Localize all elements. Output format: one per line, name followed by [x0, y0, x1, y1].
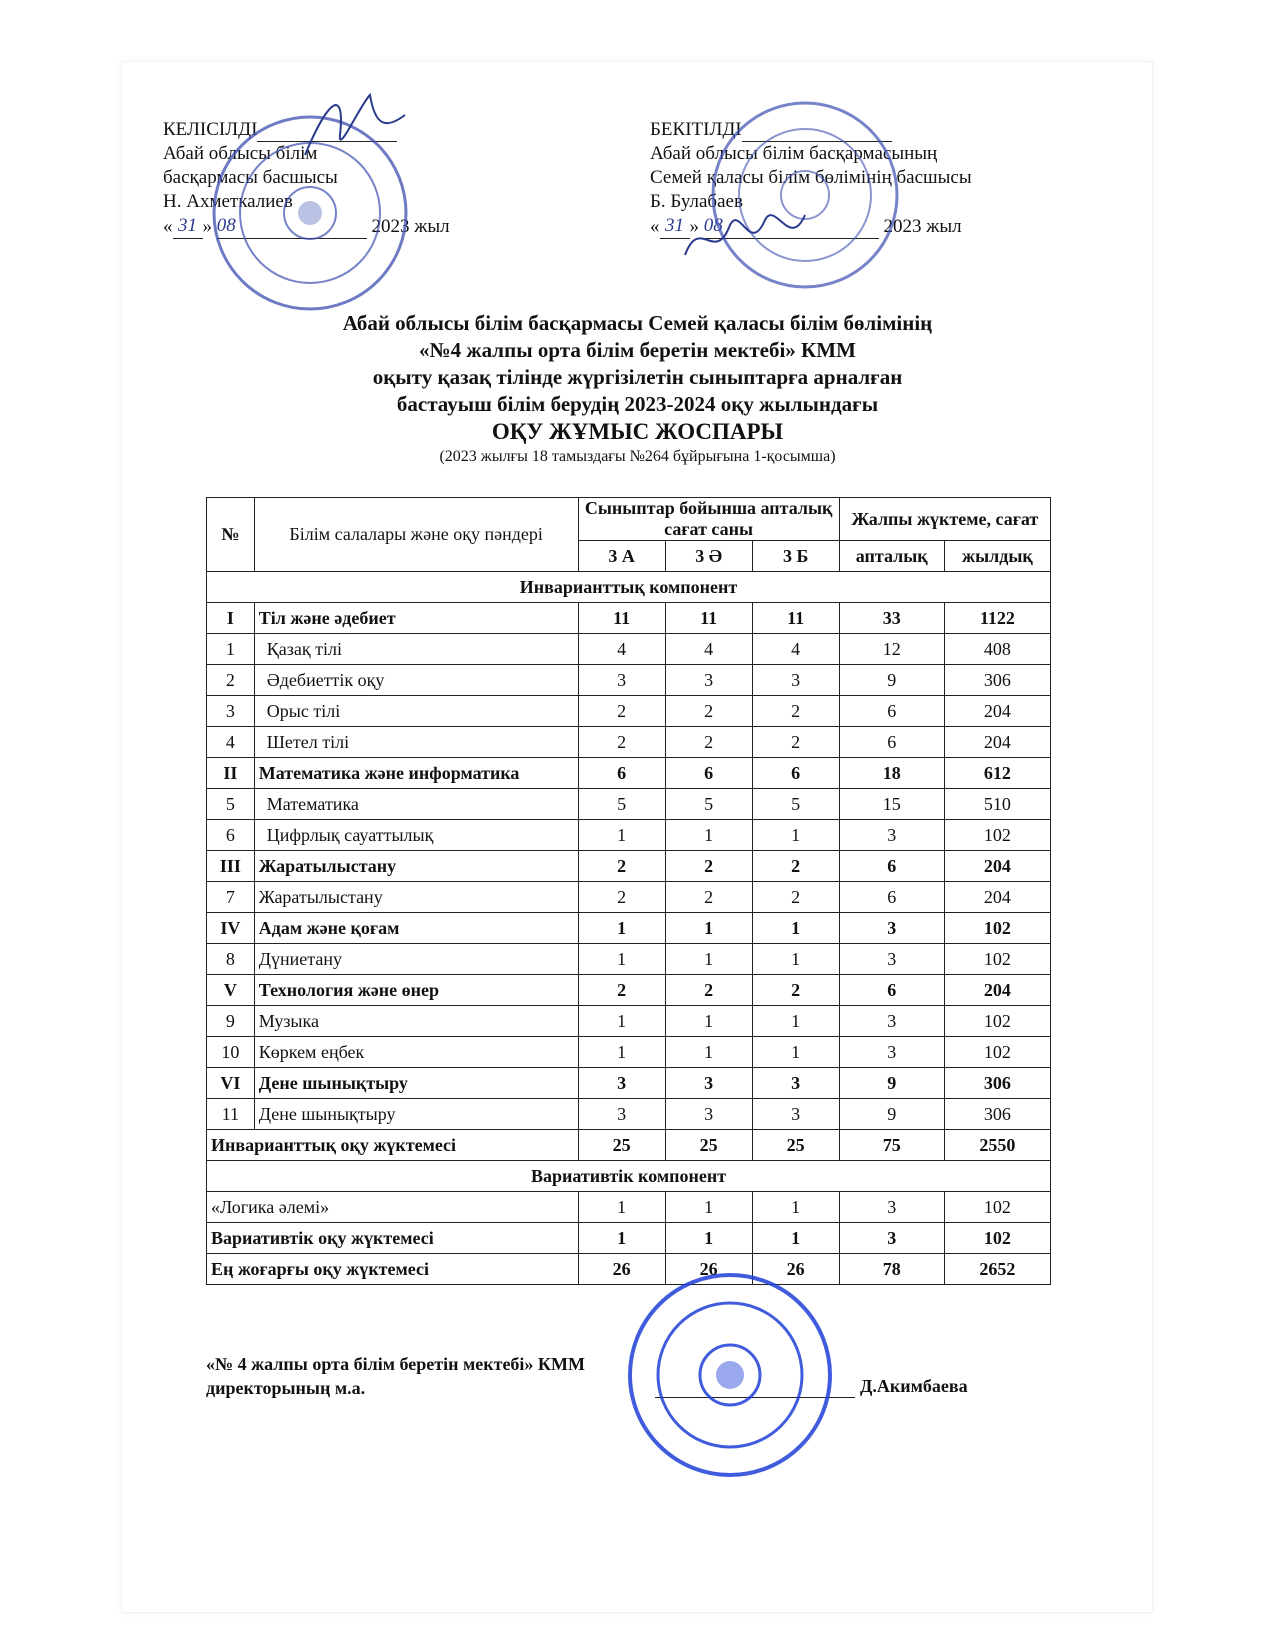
total-class-ae: 26 — [665, 1254, 752, 1285]
agreed-line1: Абай облысы білім — [163, 143, 318, 164]
row-class-ae: 3 — [665, 665, 752, 696]
row-class-ae: 1 — [665, 820, 752, 851]
row-class-a: 6 — [578, 758, 665, 789]
total-class-a: 1 — [578, 1223, 665, 1254]
total-class-b: 1 — [752, 1223, 839, 1254]
table-row — [207, 789, 1051, 820]
table-row — [207, 820, 1051, 851]
row-subject: Технология және өнер — [254, 975, 578, 1006]
row-yearly: 204 — [944, 882, 1050, 913]
row-class-b: 2 — [752, 882, 839, 913]
total-class-ae: 1 — [665, 1223, 752, 1254]
row-yearly: 1122 — [944, 603, 1050, 634]
total-class-b: 26 — [752, 1254, 839, 1285]
total-weekly: 3 — [839, 1192, 944, 1223]
director-name: Д.Акимбаева — [860, 1376, 968, 1396]
row-class-ae: 4 — [665, 634, 752, 665]
row-weekly: 6 — [839, 727, 944, 758]
total-label: Инварианттық оқу жүктемесі — [207, 1130, 579, 1161]
row-yearly: 510 — [944, 789, 1050, 820]
row-subject: Дүниетану — [254, 944, 578, 975]
row-subject: Математика — [254, 789, 578, 820]
row-class-a: 1 — [578, 1006, 665, 1037]
section-invariant: Инварианттық компонент — [207, 572, 1051, 603]
approved-date-prefix: « — [650, 216, 660, 237]
row-class-ae: 11 — [665, 603, 752, 634]
approved-heading: БЕКІТІЛДІ — [650, 119, 742, 140]
total-label: Ең жоғарғы оқу жүктемесі — [207, 1254, 579, 1285]
total-yearly: 102 — [944, 1192, 1050, 1223]
approved-name: Б. Булабаев — [650, 191, 743, 212]
row-subject: Тіл және әдебиет — [254, 603, 578, 634]
row-subject: Жаратылыстану — [254, 851, 578, 882]
row-subject: Шетел тілі — [254, 727, 578, 758]
row-yearly: 102 — [944, 913, 1050, 944]
row-class-a: 4 — [578, 634, 665, 665]
approved-date-month: 08 — [704, 214, 879, 239]
row-yearly: 102 — [944, 1037, 1050, 1068]
row-yearly: 204 — [944, 727, 1050, 758]
agreed-date-year: 2023 жыл — [371, 216, 450, 237]
row-class-ae: 3 — [665, 1099, 752, 1130]
row-class-a: 11 — [578, 603, 665, 634]
row-yearly: 306 — [944, 1099, 1050, 1130]
row-num: 6 — [207, 820, 255, 851]
row-yearly: 102 — [944, 1006, 1050, 1037]
row-class-a: 2 — [578, 696, 665, 727]
table-row — [207, 882, 1051, 913]
row-subject: Көркем еңбек — [254, 1037, 578, 1068]
row-num: 4 — [207, 727, 255, 758]
row-class-a: 5 — [578, 789, 665, 820]
table-row — [207, 1099, 1051, 1130]
agreed-name: Н. Ахметкалиев — [163, 191, 293, 212]
agreed-date-mid: » — [202, 216, 212, 237]
row-class-ae: 2 — [665, 882, 752, 913]
row-weekly: 9 — [839, 665, 944, 696]
approved-date-mid: » — [689, 216, 699, 237]
row-weekly: 9 — [839, 1068, 944, 1099]
row-class-ae: 2 — [665, 696, 752, 727]
row-subject: Қазақ тілі — [254, 634, 578, 665]
row-num: 9 — [207, 1006, 255, 1037]
row-num: I — [207, 603, 255, 634]
row-subject: Музыка — [254, 1006, 578, 1037]
total-label: «Логика әлемі» — [207, 1192, 579, 1223]
header-weekly-by-class: Сыныптар бойынша апталық сағат саны — [578, 498, 839, 541]
agreed-date-prefix: « — [163, 216, 173, 237]
row-class-b: 2 — [752, 696, 839, 727]
row-class-ae: 1 — [665, 913, 752, 944]
title-line-1: Абай облысы білім басқармасы Семей қаласы білім бөлімінің — [342, 311, 933, 335]
row-weekly: 3 — [839, 913, 944, 944]
header-yearly: жылдық — [944, 541, 1050, 572]
row-num: 11 — [207, 1099, 255, 1130]
table-row — [207, 727, 1051, 758]
row-weekly: 12 — [839, 634, 944, 665]
table-row — [207, 758, 1051, 789]
row-yearly: 102 — [944, 820, 1050, 851]
row-subject: Дене шынықтыру — [254, 1068, 578, 1099]
row-class-a: 1 — [578, 820, 665, 851]
header-subjects: Білім салалары және оқу пәндері — [254, 498, 578, 572]
table-row — [207, 696, 1051, 727]
row-class-b: 1 — [752, 1037, 839, 1068]
row-subject: Орыс тілі — [254, 696, 578, 727]
signature-right — [680, 195, 810, 275]
director-line1: «№ 4 жалпы орта білім беретін мектебі» КММ — [206, 1354, 585, 1374]
row-class-a: 2 — [578, 882, 665, 913]
row-class-ae: 2 — [665, 975, 752, 1006]
row-num: IV — [207, 913, 255, 944]
total-class-b: 1 — [752, 1192, 839, 1223]
row-weekly: 18 — [839, 758, 944, 789]
table-row — [207, 1068, 1051, 1099]
row-class-ae: 2 — [665, 851, 752, 882]
total-weekly: 75 — [839, 1130, 944, 1161]
row-class-a: 1 — [578, 1037, 665, 1068]
row-yearly: 102 — [944, 944, 1050, 975]
total-weekly: 3 — [839, 1223, 944, 1254]
row-subject: Дене шынықтыру — [254, 1099, 578, 1130]
row-class-a: 3 — [578, 665, 665, 696]
row-subject: Адам және қоғам — [254, 913, 578, 944]
row-class-b: 3 — [752, 1099, 839, 1130]
row-yearly: 306 — [944, 665, 1050, 696]
row-yearly: 612 — [944, 758, 1050, 789]
row-yearly: 204 — [944, 975, 1050, 1006]
total-class-b: 25 — [752, 1130, 839, 1161]
row-class-b: 4 — [752, 634, 839, 665]
header-num: № — [207, 498, 255, 572]
row-class-b: 3 — [752, 665, 839, 696]
table-row — [207, 851, 1051, 882]
title-line-3: оқыту қазақ тілінде жүргізілетін сыныптарға арналған — [372, 365, 903, 389]
row-yearly: 204 — [944, 851, 1050, 882]
row-class-ae: 1 — [665, 1006, 752, 1037]
row-num: 2 — [207, 665, 255, 696]
row-subject: Әдебиеттік оқу — [254, 665, 578, 696]
total-class-a: 26 — [578, 1254, 665, 1285]
approved-line2: Семей қаласы білім бөлімінің басшысы — [650, 167, 972, 188]
row-class-ae: 1 — [665, 944, 752, 975]
row-class-a: 2 — [578, 727, 665, 758]
row-weekly: 6 — [839, 882, 944, 913]
total-weekly: 78 — [839, 1254, 944, 1285]
row-num: 3 — [207, 696, 255, 727]
title-line-2: «№4 жалпы орта білім беретін мектебі» КММ — [419, 338, 856, 362]
table-row — [207, 634, 1051, 665]
row-weekly: 3 — [839, 1037, 944, 1068]
row-num: V — [207, 975, 255, 1006]
table-row — [207, 603, 1051, 634]
header-total-load: Жалпы жүктеме, сағат — [839, 498, 1050, 541]
row-weekly: 33 — [839, 603, 944, 634]
director-block — [206, 1352, 585, 1400]
signature-left — [300, 85, 410, 165]
header-weekly: апталық — [839, 541, 944, 572]
table-row — [207, 665, 1051, 696]
row-weekly: 6 — [839, 696, 944, 727]
approved-line1: Абай облысы білім басқармасының — [650, 143, 938, 164]
row-class-b: 6 — [752, 758, 839, 789]
row-num: 1 — [207, 634, 255, 665]
row-num: II — [207, 758, 255, 789]
document-title — [0, 310, 1275, 468]
row-weekly: 3 — [839, 820, 944, 851]
header-class-b: 3 Б — [752, 541, 839, 572]
title-note: (2023 жылғы 18 тамыздағы №264 бұйрығына 1-қосымша) — [439, 448, 836, 465]
row-class-b: 5 — [752, 789, 839, 820]
title-line-5: ОҚУ ЖҰМЫС ЖОСПАРЫ — [491, 419, 784, 444]
row-yearly: 408 — [944, 634, 1050, 665]
row-weekly: 6 — [839, 975, 944, 1006]
agreed-date-month: 08 — [217, 214, 367, 239]
row-class-a: 1 — [578, 944, 665, 975]
row-class-a: 3 — [578, 1068, 665, 1099]
approved-date-year: 2023 жыл — [883, 216, 962, 237]
row-class-ae: 5 — [665, 789, 752, 820]
row-subject: Жаратылыстану — [254, 882, 578, 913]
approved-date-day: 31 — [660, 214, 690, 239]
row-num: 5 — [207, 789, 255, 820]
row-num: 10 — [207, 1037, 255, 1068]
row-class-ae: 3 — [665, 1068, 752, 1099]
header-class-ae: 3 Ә — [665, 541, 752, 572]
row-class-b: 2 — [752, 727, 839, 758]
row-class-ae: 1 — [665, 1037, 752, 1068]
round-stamp-bottom — [625, 1270, 835, 1480]
row-num: III — [207, 851, 255, 882]
total-class-ae: 25 — [665, 1130, 752, 1161]
row-class-b: 1 — [752, 913, 839, 944]
row-class-b: 2 — [752, 975, 839, 1006]
invariant-total-row — [207, 1130, 1051, 1161]
section-variative: Вариативтік компонент — [207, 1161, 1051, 1192]
table-row — [207, 1006, 1051, 1037]
table-row — [207, 1037, 1051, 1068]
director-line2: директорының м.а. — [206, 1378, 366, 1398]
row-weekly: 6 — [839, 851, 944, 882]
row-class-ae: 6 — [665, 758, 752, 789]
row-class-b: 2 — [752, 851, 839, 882]
row-class-b: 1 — [752, 944, 839, 975]
row-weekly: 3 — [839, 1006, 944, 1037]
row-class-b: 3 — [752, 1068, 839, 1099]
row-yearly: 306 — [944, 1068, 1050, 1099]
row-yearly: 204 — [944, 696, 1050, 727]
variative-total-row — [207, 1223, 1051, 1254]
row-class-b: 11 — [752, 603, 839, 634]
row-num: VI — [207, 1068, 255, 1099]
row-class-b: 1 — [752, 1006, 839, 1037]
total-yearly: 102 — [944, 1223, 1050, 1254]
total-yearly: 2550 — [944, 1130, 1050, 1161]
row-class-a: 2 — [578, 851, 665, 882]
total-class-ae: 1 — [665, 1192, 752, 1223]
table-row — [207, 975, 1051, 1006]
agreed-date-day: 31 — [173, 214, 203, 239]
total-class-a: 25 — [578, 1130, 665, 1161]
row-subject: Математика және информатика — [254, 758, 578, 789]
row-class-a: 3 — [578, 1099, 665, 1130]
header-class-a: 3 А — [578, 541, 665, 572]
curriculum-table — [206, 497, 1051, 1285]
title-line-4: бастауыш білім берудің 2023-2024 оқу жылындағы — [396, 392, 879, 416]
total-class-a: 1 — [578, 1192, 665, 1223]
table-row — [207, 944, 1051, 975]
row-class-ae: 2 — [665, 727, 752, 758]
row-class-a: 2 — [578, 975, 665, 1006]
row-class-b: 1 — [752, 820, 839, 851]
table-row — [207, 913, 1051, 944]
row-num: 7 — [207, 882, 255, 913]
row-subject: Цифрлық сауаттылық — [254, 820, 578, 851]
row-weekly: 9 — [839, 1099, 944, 1130]
agreed-heading: КЕЛІСІЛДІ — [163, 119, 258, 140]
row-weekly: 3 — [839, 944, 944, 975]
total-yearly: 2652 — [944, 1254, 1050, 1285]
row-num: 8 — [207, 944, 255, 975]
row-class-a: 1 — [578, 913, 665, 944]
agreed-line2: басқармасы басшысы — [163, 167, 338, 188]
total-label: Вариативтік оқу жүктемесі — [207, 1223, 579, 1254]
row-weekly: 15 — [839, 789, 944, 820]
variative-subject-row — [207, 1192, 1051, 1223]
